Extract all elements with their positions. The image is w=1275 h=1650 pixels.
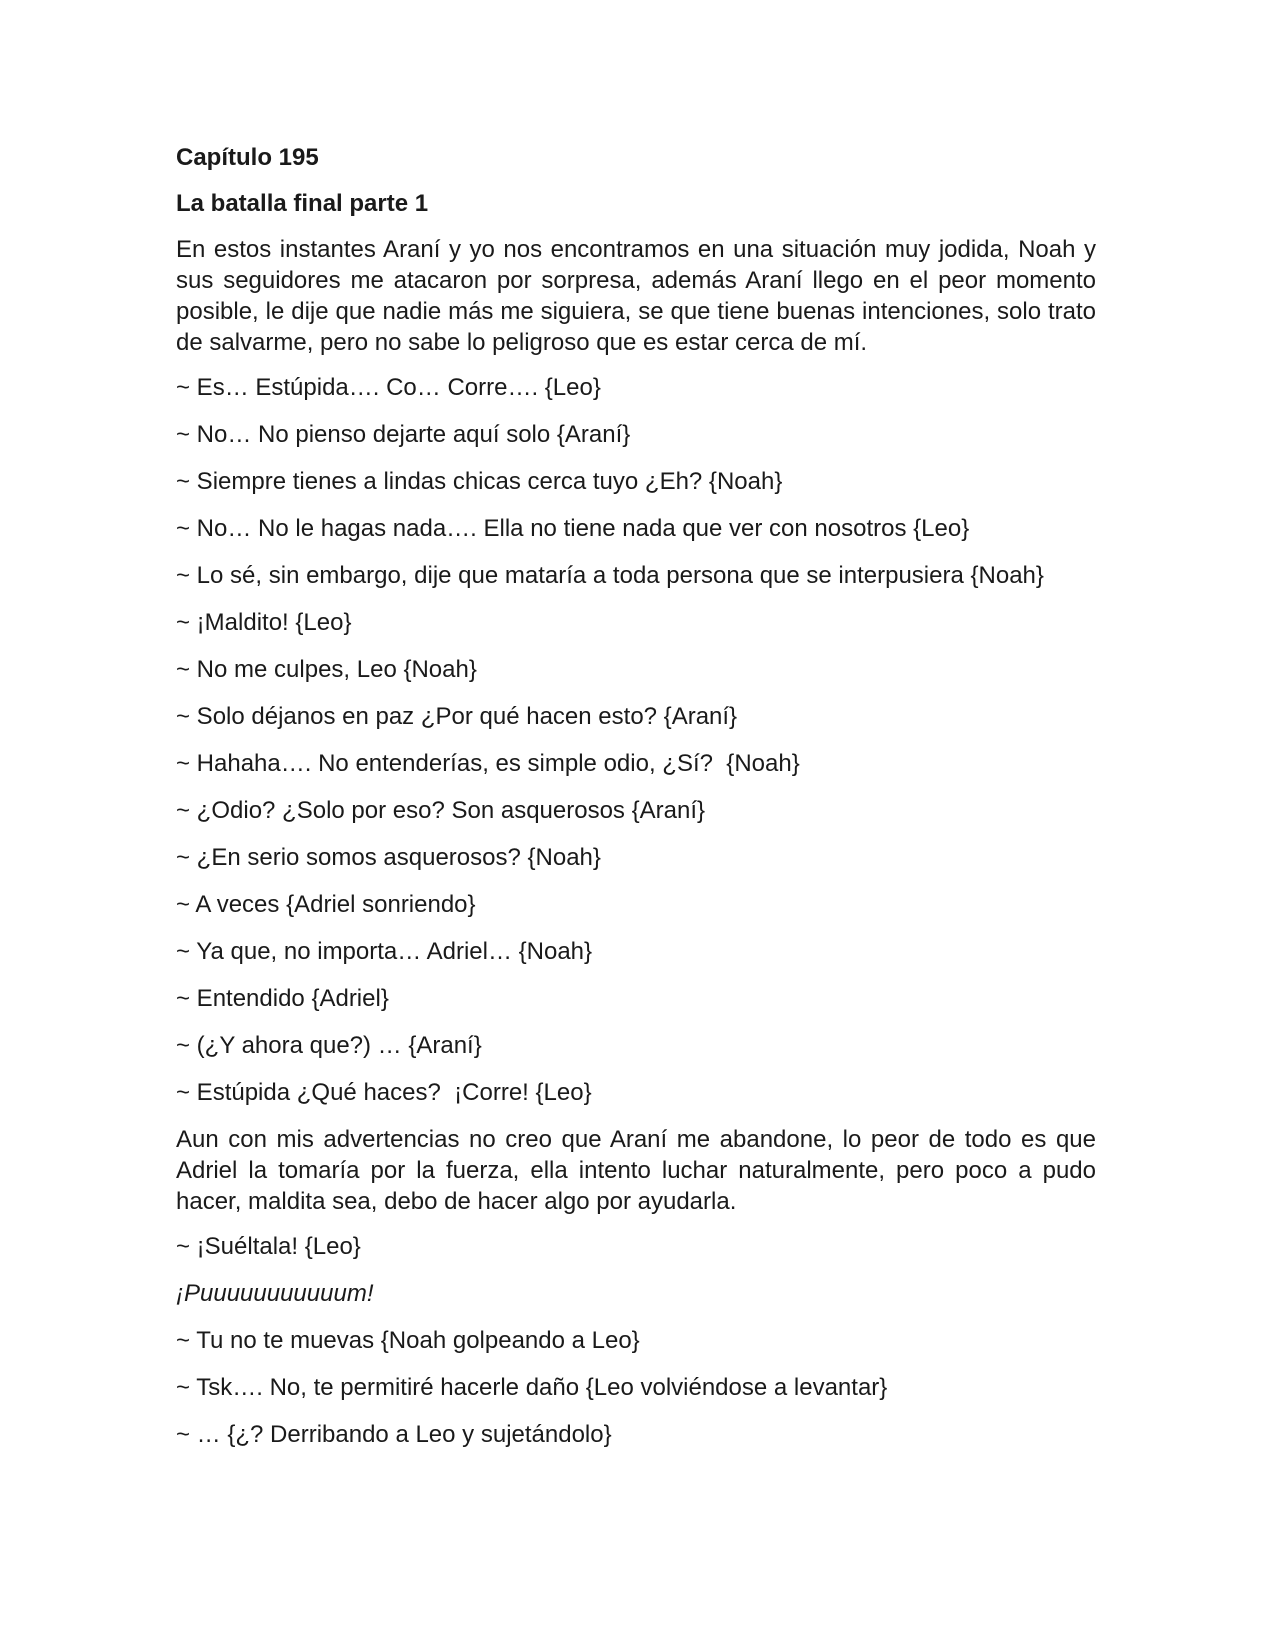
dialogue-line: ~ ¡Maldito! {Leo} — [176, 609, 352, 636]
document-page — [176, 142, 1096, 1466]
dialogue-line: ~ Es… Estúpida…. Co… Corre…. {Leo} — [176, 374, 601, 401]
dialogue-line: ~ ¿En serio somos asquerosos? {Noah} — [176, 844, 601, 871]
dialogue-line: ~ No… No pienso dejarte aquí solo {Araní} — [176, 421, 631, 448]
dialogue-line: ~ Entendido {Adriel} — [176, 985, 389, 1012]
dialogue-line: ~ Tsk…. No, te permitiré hacerle daño {Leo volviéndose a levantar} — [176, 1374, 888, 1401]
dialogue-line: ~ Lo sé, sin embargo, dije que mataría a toda persona que se interpusiera {Noah} — [176, 562, 1044, 589]
dialogue-line: ~ Siempre tienes a lindas chicas cerca tuyo ¿Eh? {Noah} — [176, 468, 783, 495]
sound-effect-line: ¡Puuuuuuuuuuum! — [176, 1280, 374, 1307]
dialogue-line: ~ (¿Y ahora que?) … {Araní} — [176, 1032, 482, 1059]
dialogue-line: ~ Estúpida ¿Qué haces? ¡Corre! {Leo} — [176, 1079, 592, 1106]
dialogue-line: ~ Hahaha…. No entenderías, es simple odio, ¿Sí? {Noah} — [176, 750, 800, 777]
dialogue-line: ~ No… No le hagas nada…. Ella no tiene nada que ver con nosotros {Leo} — [176, 515, 970, 542]
chapter-title: Capítulo 195 — [176, 144, 319, 171]
dialogue-line: ~ Solo déjanos en paz ¿Por qué hacen esto? {Araní} — [176, 703, 738, 730]
dialogue-line: ~ … {¿? Derribando a Leo y sujetándolo} — [176, 1421, 612, 1448]
dialogue-line: ~ Tu no te muevas {Noah golpeando a Leo} — [176, 1327, 640, 1354]
dialogue-line: ~ No me culpes, Leo {Noah} — [176, 656, 477, 683]
dialogue-line: ~ A veces {Adriel sonriendo} — [176, 891, 476, 918]
dialogue-line: ~ ¿Odio? ¿Solo por eso? Son asquerosos {Araní} — [176, 797, 705, 824]
chapter-subtitle: La batalla final parte 1 — [176, 190, 429, 217]
narration-paragraph: En estos instantes Araní y yo nos encontramos en una situación muy jodida, Noah y sus seguidores me atacaron por sorpresa, además Araní llego en el peor momento posible, le dije que nadie más me siguiera, se que tiene buenas intenciones, solo trato de salvarme, pero no sabe lo peligroso que es estar cerca de mí. — [176, 236, 1096, 356]
dialogue-line: ~ Ya que, no importa… Adriel… {Noah} — [176, 938, 593, 965]
narration-paragraph: Aun con mis advertencias no creo que Araní me abandone, lo peor de todo es que Adriel la tomaría por la fuerza, ella intento luchar naturalmente, pero poco a pudo hacer, maldita sea, debo de hacer algo por ayudarla. — [176, 1126, 1096, 1215]
dialogue-line: ~ ¡Suéltala! {Leo} — [176, 1233, 361, 1260]
